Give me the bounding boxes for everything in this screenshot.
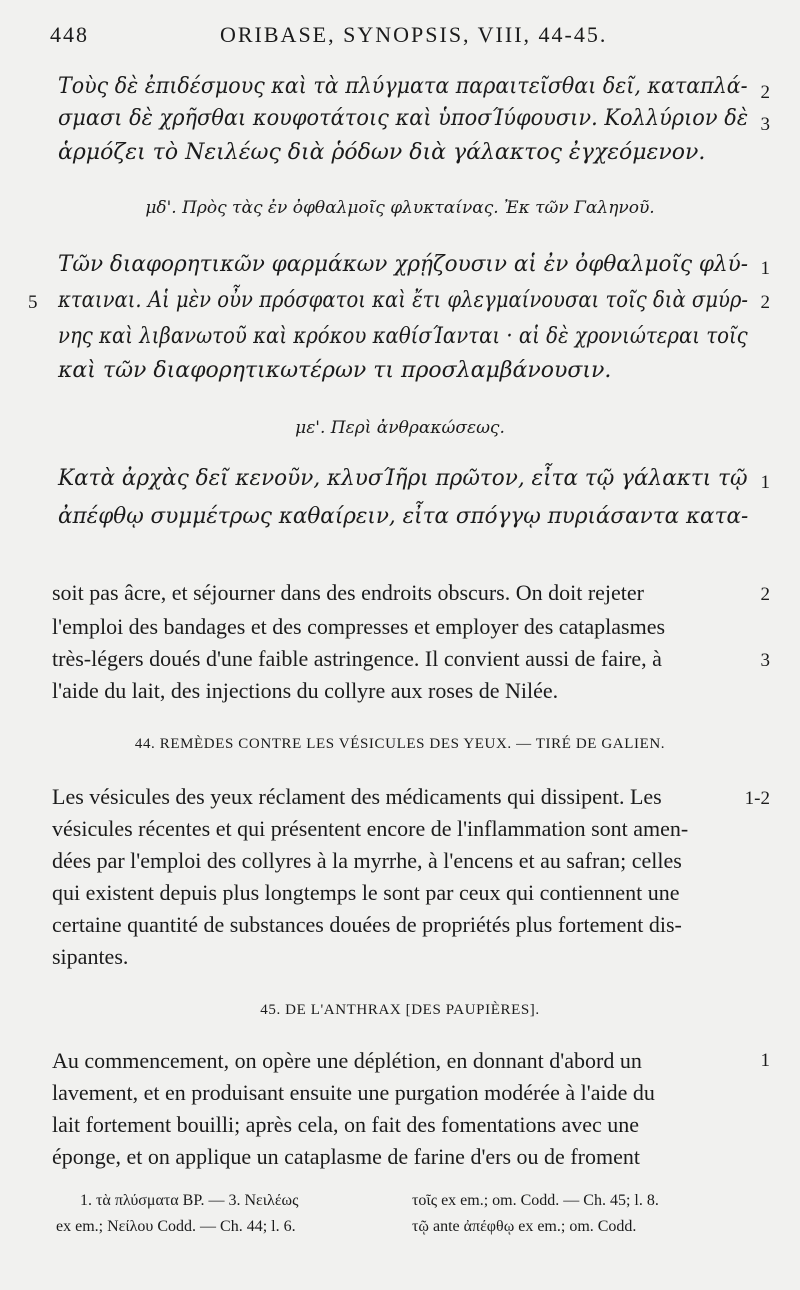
french-line-3: très-légers doués d'une faible astringence. Il convient aussi de faire, à [52, 646, 662, 671]
french-line-1: soit pas âcre, et séjourner dans des endroits obscurs. On doit rejeter [52, 580, 644, 605]
greek-line-3: ἁρμόζει τὸ Νειλέως διὰ ῥόδων διὰ γάλακτος ἐγχεόμενον. [58, 140, 706, 165]
running-header [30, 22, 770, 52]
greek-para44-line-2: κταιναι. Αἱ μὲν οὖν πρόσφατοι καὶ ἔτι φλεγμαίνουσαι τοῖς διὰ σμύρ- [58, 288, 749, 313]
footnote-left-2: ex em.; Νείλου Codd. — Ch. 44; l. 6. [56, 1218, 296, 1235]
footnote-right-1: τοῖς ex em.; om. Codd. — Ch. 45; l. 8. [412, 1192, 659, 1209]
french-line-4: l'aide du lait, des injections du collyre aux roses de Nilée. [52, 678, 559, 703]
french-para45-line-3: lait fortement bouilli; après cela, on fait des fomentations avec une [52, 1112, 640, 1137]
french-chapter-title-45: 45. DE L'ANTHRAX [DES PAUPIÈRES]. [260, 1002, 540, 1018]
french-para45-line-4: éponge, et on applique un cataplasme de farine d'ers ou de froment [52, 1144, 640, 1169]
margin-number: 3 [760, 114, 770, 135]
greek-para44-line-4: καὶ τῶν διαφορητικωτέρων τι προσλαμβάνουσιν. [58, 358, 612, 383]
greek-chapter-title-45: με'. Περὶ ἀνθρακώσεως. [295, 418, 505, 438]
margin-number: 3 [760, 650, 770, 671]
french-para44-line-2: vésicules récentes et qui présentent encore de l'inflammation sont amen- [52, 816, 689, 841]
margin-number: 1 [760, 472, 770, 493]
french-para44-line-5: certaine quantité de substances douées de propriétés plus fortement dis- [52, 912, 682, 937]
page-number: 448 [50, 22, 89, 47]
greek-para44-line-3: νης καὶ λιβανωτοῦ καὶ κρόκου καθίσΊανται · αἱ δὲ χρονιώτεραι τοῖς [58, 324, 748, 349]
french-line-2: l'emploi des bandages et des compresses et employer des cataplasmes [52, 614, 666, 639]
french-para44-line-1: Les vésicules des yeux réclament des médicaments qui dissipent. Les [52, 784, 662, 809]
greek-para44-line-1: Τῶν διαφορητικῶν φαρμάκων χρῄζουσιν αἱ ἐν ὀφθαλμοῖς φλύ- [58, 252, 749, 277]
greek-line-1: Τοὺς δὲ ἐπιδέσμους καὶ τὰ πλύγματα παραιτεῖσθαι δεῖ, καταπλά- [58, 74, 748, 99]
margin-number: 1 [760, 258, 770, 279]
margin-number: 1-2 [744, 788, 770, 809]
line-number: 5 [28, 292, 38, 313]
french-para44-line-3: dées par l'emploi des collyres à la myrrhe, à l'encens et au safran; celles [52, 848, 682, 873]
greek-para45-line-1: Κατὰ ἀρχὰς δεῖ κενοῦν, κλυσΊῆρι πρῶτον, εἶτα τῷ γάλακτι τῷ [58, 466, 748, 491]
french-para44-line-6: sipantes. [52, 944, 129, 969]
greek-chapter-title-44: μδ'. Πρὸς τὰς ἐν ὀφθαλμοῖς φλυκταίνας. Ἐκ τῶν Γαληνοῦ. [145, 198, 655, 218]
greek-para45-line-2: ἀπέφθῳ συμμέτρως καθαίρειν, εἶτα σπόγγῳ πυριάσαντα κατα- [58, 504, 749, 529]
french-para45-line-2: lavement, et en produisant ensuite une purgation modérée à l'aide du [52, 1080, 655, 1105]
margin-number: 2 [760, 82, 770, 103]
footnote-right-2: τῷ ante ἀπέφθῳ ex em.; om. Codd. [412, 1218, 637, 1235]
greek-line-2: σμασι δὲ χρῆσθαι κουφοτάτοις καὶ ὑποσΊύφουσιν. Κολλύριον δὲ [58, 106, 749, 131]
french-para45-line-1: Au commencement, on opère une déplétion, en donnant d'abord un [52, 1048, 642, 1073]
margin-number: 2 [760, 292, 770, 313]
margin-number: 1 [760, 1050, 770, 1071]
french-para44-line-4: qui existent depuis plus longtemps le sont par ceux qui contiennent une [52, 880, 680, 905]
french-chapter-title-44: 44. REMÈDES CONTRE LES VÉSICULES DES YEUX. — TIRÉ DE GALIEN. [134, 736, 666, 752]
footnote-left-1: 1. τὰ πλύσματα BP. — 3. Νειλέως [80, 1192, 299, 1209]
running-title: ORIBASE, SYNOPSIS, VIII, 44-45. [220, 22, 608, 47]
margin-number: 2 [760, 584, 770, 605]
